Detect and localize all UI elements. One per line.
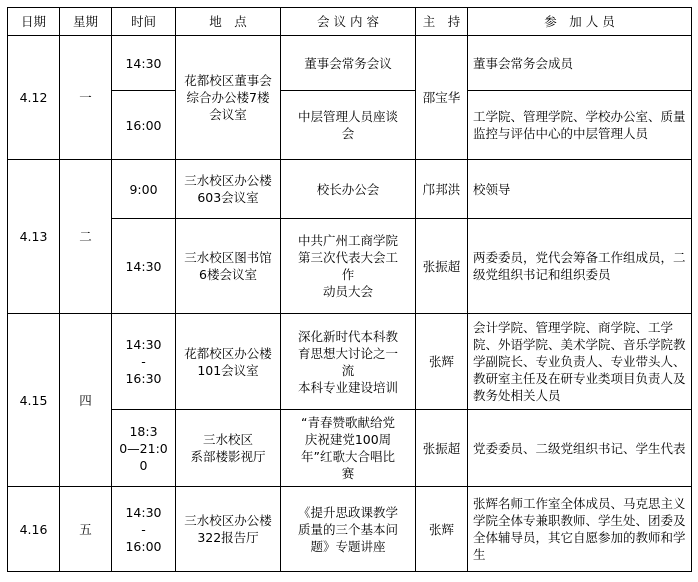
place-cell: 三水校区办公楼 322报告厅 xyxy=(176,487,281,572)
time-cell: 14:30 - 16:30 xyxy=(112,314,176,410)
host-cell: 邝邦洪 xyxy=(416,160,468,219)
header-time: 时间 xyxy=(112,8,176,36)
table-row xyxy=(8,36,692,91)
host-cell: 张辉 xyxy=(416,487,468,572)
header-host: 主 持 xyxy=(416,8,468,36)
place-cell: 花都校区董事会 综合办公楼7楼 会议室 xyxy=(176,36,281,160)
weekday-cell: 二 xyxy=(60,160,112,314)
header-row xyxy=(8,8,692,36)
weekday-cell: 四 xyxy=(60,314,112,487)
host-cell: 张振超 xyxy=(416,410,468,487)
date-cell: 4.16 xyxy=(8,487,60,572)
time-cell: 18:3 0—21:0 0 xyxy=(112,410,176,487)
content-cell: 深化新时代本科教 育思想大讨论之一 流 本科专业建设培训 xyxy=(281,314,416,410)
participants-cell: 会计学院、管理学院、商学院、工学院、外语学院、美术学院、音乐学院教学副院长、专业负责人、专业带头人、教研室主任及在研专业类项目负责人及教务处相关人员 xyxy=(468,314,692,410)
header-content: 会 议 内 容 xyxy=(281,8,416,36)
content-cell: 中共广州工商学院 第三次代表大会工 作 动员大会 xyxy=(281,219,416,314)
time-cell: 14:30 xyxy=(112,36,176,91)
header-weekday: 星期 xyxy=(60,8,112,36)
date-cell: 4.15 xyxy=(8,314,60,487)
place-cell: 三水校区办公楼 603会议室 xyxy=(176,160,281,219)
participants-cell: 党委委员、二级党组织书记、学生代表 xyxy=(468,410,692,487)
host-cell: 张振超 xyxy=(416,219,468,314)
participants-cell: 工学院、管理学院、学校办公室、质量监控与评估中心的中层管理人员 xyxy=(468,91,692,160)
time-cell: 14:30 xyxy=(112,219,176,314)
weekday-cell: 五 xyxy=(60,487,112,572)
participants-cell: 董事会常务会成员 xyxy=(468,36,692,91)
time-cell: 16:00 xyxy=(112,91,176,160)
table-row xyxy=(8,160,692,219)
place-cell: 三水校区图书馆 6楼会议室 xyxy=(176,219,281,314)
table-row xyxy=(8,487,692,572)
header-place: 地 点 xyxy=(176,8,281,36)
place-cell: 花都校区办公楼 101会议室 xyxy=(176,314,281,410)
content-cell: “青春赞歌献给党 庆祝建党100周 年”红歌大合唱比 赛 xyxy=(281,410,416,487)
content-cell: 董事会常务会议 xyxy=(281,36,416,91)
header-participants: 参 加 人 员 xyxy=(468,8,692,36)
content-cell: 校长办公会 xyxy=(281,160,416,219)
place-cell: 三水校区 系部楼影视厅 xyxy=(176,410,281,487)
participants-cell: 校领导 xyxy=(468,160,692,219)
table-row xyxy=(8,314,692,410)
weekday-cell: 一 xyxy=(60,36,112,160)
participants-cell: 张辉名师工作室全体成员、马克思主义学院全体专兼职教师、学生处、团委及全体辅导员，其它自愿参加的教师和学生 xyxy=(468,487,692,572)
time-cell: 9:00 xyxy=(112,160,176,219)
date-cell: 4.12 xyxy=(8,36,60,160)
content-cell: 《提升思政课教学 质量的三个基本问 题》专题讲座 xyxy=(281,487,416,572)
host-cell: 邵宝华 xyxy=(416,36,468,160)
time-cell: 14:30 - 16:00 xyxy=(112,487,176,572)
participants-cell: 两委委员，党代会筹备工作组成员，二级党组织书记和组织委员 xyxy=(468,219,692,314)
header-date: 日期 xyxy=(8,8,60,36)
meeting-schedule-table xyxy=(7,7,692,572)
date-cell: 4.13 xyxy=(8,160,60,314)
host-cell: 张辉 xyxy=(416,314,468,410)
content-cell: 中层管理人员座谈 会 xyxy=(281,91,416,160)
